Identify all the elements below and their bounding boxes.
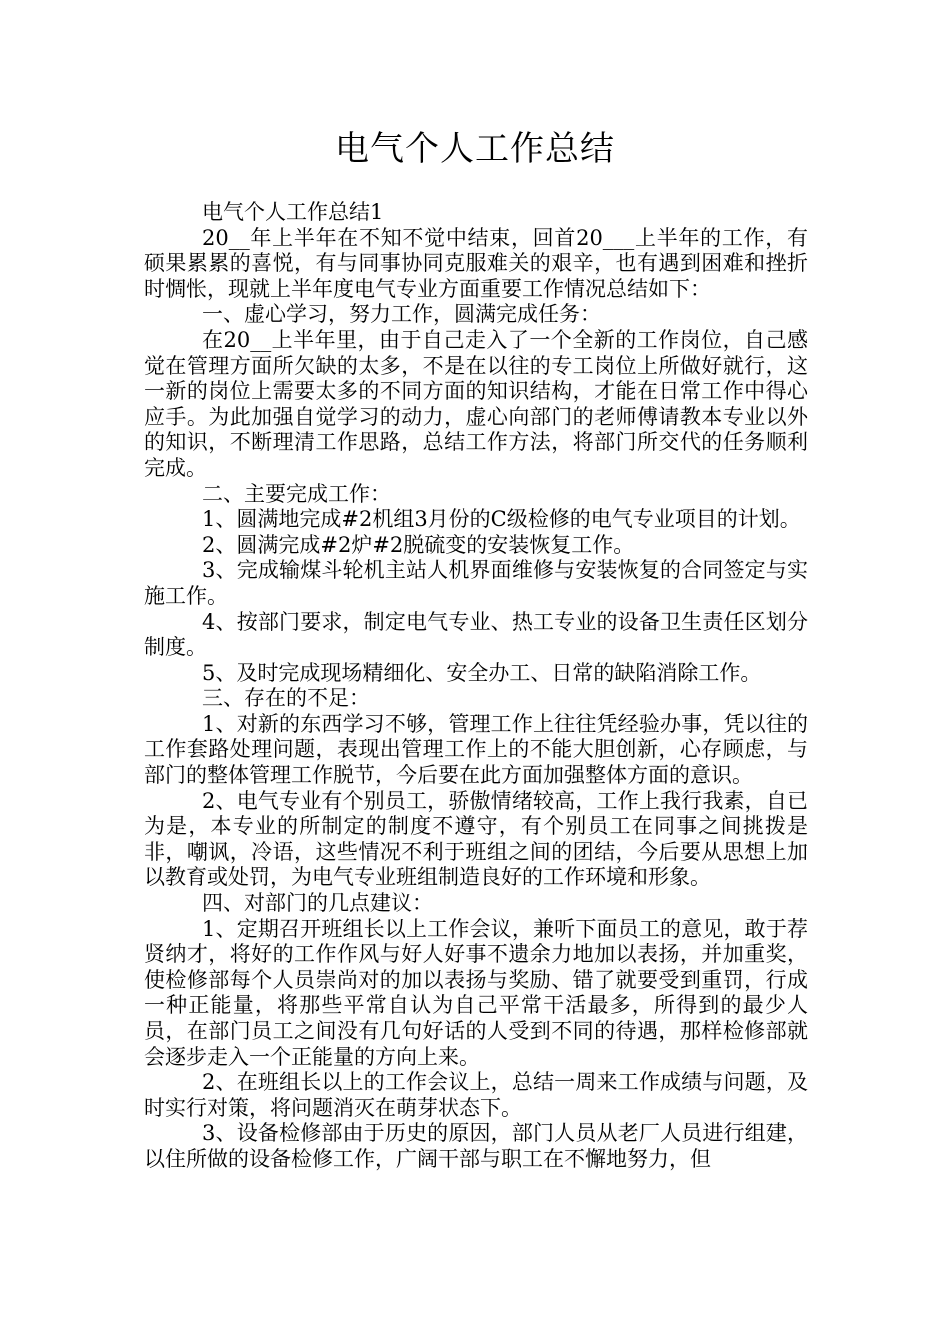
section-heading: 二、主要完成工作： [202, 481, 391, 506]
list-item: 4、按部门要求，制定电气专业、热工专业的设备卫生责任区划分制度。 [144, 609, 808, 660]
section-heading: 一、虚心学习，努力工作，圆满完成任务： [202, 302, 601, 327]
list-item: 1、圆满地完成#2机组3月份的C级检修的电气专业项目的计划。 [202, 507, 801, 532]
section-heading: 三、存在的不足： [202, 686, 370, 711]
list-item: 1、对新的东西学习不够，管理工作上往往凭经验办事，凭以往的工作套路处理问题，表现出管理工作上的不能大胆创新，心存顾虑，与部门的整体管理工作脱节，今后要在此方面加强整体方面的意识。 [144, 711, 808, 788]
list-item: 2、电气专业有个别员工，骄傲情绪较高，工作上我行我素，自已为是，本专业的所制定的制度不遵守，有个别员工在同事之间挑拨是非，嘲讽，冷语，这些情况不利于班组之间的团结，今后要从思想上加以教育或处罚，为电气专业班组制造良好的工作环境和形象。 [144, 788, 808, 890]
document-title: 电气个人工作总结 [335, 129, 615, 169]
section-heading: 电气个人工作总结1 [202, 200, 384, 224]
section-heading: 四、对部门的几点建议： [202, 891, 433, 916]
document-body [144, 200, 808, 1173]
body-paragraph: 在20__上半年里，由于自己走入了一个全新的工作岗位，自己感觉在管理方面所欠缺的太多，不是在以往的专工岗位上所做好就行，这一新的岗位上需要太多的不同方面的知识结构，才能在日常工作中得心应手。为此加强自觉学习的动力，虚心向部门的老师傅请教本专业以外的知识，不断理清工作思路，总结工作方法，将部门所交代的任务顺利完成。 [144, 327, 808, 480]
list-item: 2、圆满完成#2炉#2脱硫变的安装恢复工作。 [202, 532, 635, 557]
list-item: 2、在班组长以上的工作会议上，总结一周来工作成绩与问题，及时实行对策，将问题消灭在萌芽状态下。 [144, 1070, 808, 1120]
list-item: 5、及时完成现场精细化、安全办工、日常的缺陷消除工作。 [202, 660, 762, 685]
list-item: 1、定期召开班组长以上工作会议，兼听下面员工的意见，敢于荐贤纳才，将好的工作作风与好人好事不遗余力地加以表扬，并加重奖，使检修部每个人员崇尚对的加以表扬与奖励、错了就要受到重罚，行成一种正能量，将那些平常自认为自己平常干活最多，所得到的最少人员，在部门员工之间没有几句好话的人受到不同的待遇，那样检修部就会逐步走入一个正能量的方向上来。 [144, 916, 808, 1069]
list-item: 3、设备检修部由于历史的原因，部门人员从老厂人员进行组建，以住所做的设备检修工作，广阔干部与职工在不懈地努力，但 [144, 1121, 808, 1171]
intro-paragraph: 20__年上半年在不知不觉中结束，回首20___上半年的工作，有硕果累累的喜悦，有与同事协同克服难关的艰辛，也有遇到困难和挫折时惆怅，现就上半年度电气专业方面重要工作情况总结如下： [144, 225, 808, 301]
list-item: 3、完成输煤斗轮机主站人机界面维修与安装恢复的合同签定与实施工作。 [144, 558, 808, 608]
